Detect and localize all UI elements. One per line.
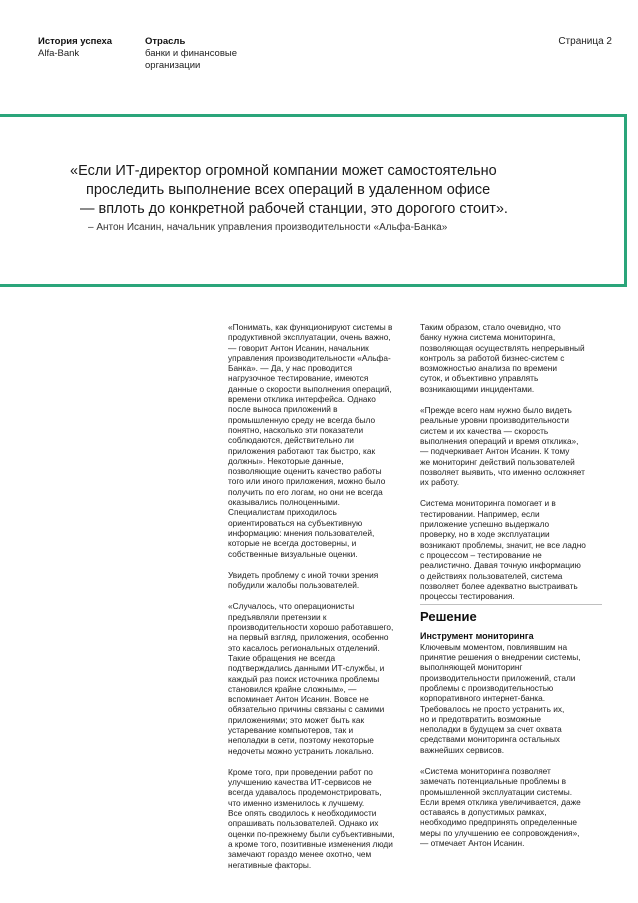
text-line: становился крайне сложным», — — [228, 683, 357, 694]
text-line: улучшению качества ИТ-сервисов не — [228, 777, 372, 788]
text-line: выполнения операций и время отклика», — [420, 435, 579, 446]
text-line: приложениями; это может быть как — [228, 714, 365, 725]
quote-line: «Если ИТ-директор огромной компании может самостоятельно — [70, 163, 497, 179]
text-line: что именно изменилось к лучшему. — [228, 797, 365, 808]
text-line: систем и их качества — скорость — [420, 425, 549, 436]
text-line: реалистично. Давая точную информацию — [420, 560, 581, 571]
industry-line: банки и финансовые — [145, 48, 237, 59]
text-line: Кроме того, при проведении работ по — [228, 766, 373, 777]
text-line: Банка». — Да, у нас проводится — [228, 363, 353, 374]
text-line: предъявляли претензии к — [228, 611, 327, 622]
text-line: Увидеть проблему с иной точки зрения — [228, 569, 379, 580]
text-line: соблюдаются, действительно ли — [228, 435, 354, 446]
text-line: замечают гораздо менее охотно, чем — [228, 849, 372, 860]
text-line: с процессом – тестирование не — [420, 549, 542, 560]
paragraph — [420, 322, 602, 394]
story-title: История успеха — [38, 36, 113, 47]
text-line: на первый взгляд, приложения, особенно — [228, 632, 389, 643]
text-line: каждый раз поиск источника проблемы — [228, 673, 380, 684]
text-line: позволяет выявить, что именно осложняет — [420, 466, 585, 477]
text-line: оказывались полноценными. — [228, 497, 340, 508]
text-line: замечать потенциальные проблемы в — [420, 776, 567, 787]
text-line: позволяет более адекватно выстраивать — [420, 580, 578, 591]
text-line: средствами мониторинга остальных — [420, 734, 560, 745]
text-line: «Прежде всего нам нужно было видеть — [420, 405, 572, 416]
text-line: всегда удавалось продемонстрировать, — [228, 787, 382, 798]
text-line: промышленной эксплуатации системы. — [420, 786, 573, 797]
text-line: неполадки в будущем за счет охвата — [420, 724, 562, 735]
text-line: негативные факторы. — [228, 859, 312, 870]
text-line: обязательно причины связаны с самими — [228, 704, 385, 715]
text-line: информацию: мнения пользователей, — [228, 527, 375, 538]
quote-line: — вплоть до конкретной рабочей станции, это дорогого стоит». — [80, 201, 508, 217]
text-line: приложения работают так быстро, как — [228, 445, 376, 456]
text-line: банку нужна система мониторинга, — [420, 332, 556, 343]
text-line: оценки по-прежнему были субъективными, — [228, 828, 395, 839]
text-line: реальные уровни производительности — [420, 415, 570, 426]
text-line: но и предотвратить возможные — [420, 713, 541, 724]
text-line: Требовалось не просто устранить их, — [420, 703, 565, 714]
text-line: «Понимать, как функционируют системы в — [228, 322, 393, 332]
text-line: — подчеркивает Антон Исанин. К тому — [420, 446, 570, 457]
text-line: побудили жалобы пользователей. — [228, 580, 360, 591]
quote-line: проследить выполнение всех операций в удаленном офисе — [86, 182, 491, 198]
text-line: того или иного приложения, можно было — [228, 476, 386, 487]
text-line: процессы тестирования. — [420, 591, 515, 602]
text-line: которые не всегда достоверны, и — [228, 538, 357, 549]
text-line: недочеты можно устранить локально. — [228, 745, 374, 756]
text-line: контроль за работой бизнес-систем с — [420, 352, 565, 363]
text-line: проблемы с производительностью — [420, 682, 554, 693]
text-line: Специалистам приходилось — [228, 507, 337, 518]
text-line: должны». Некоторые данные, — [228, 455, 344, 466]
text-line: Если время отклика увеличивается, даже — [420, 796, 581, 807]
quote-author: – Антон Исанин, начальник управления производительности «Альфа-Банка» — [88, 222, 448, 233]
text-line: производительности хорошо работавшего, — [228, 622, 394, 633]
paragraph — [228, 570, 410, 591]
text-line: Все опять сводилось к необходимости — [228, 808, 377, 819]
text-line: устаревание компьютеров, так и — [228, 724, 354, 735]
text-line: продуктивной эксплуатации, очень важно, — [228, 332, 391, 343]
pull-quote — [70, 162, 570, 219]
text-line: получить по его логам, но они не всегда — [228, 486, 383, 497]
text-line: управления производительности «Альфа- — [228, 352, 391, 363]
text-line: приложение успешно выдержало — [420, 519, 550, 530]
text-line: после выноса приложений в — [228, 404, 338, 415]
text-line: проверку, но в ходе эксплуатации — [420, 529, 550, 540]
paragraph — [228, 322, 410, 559]
section-subtitle: Инструмент мониторинга — [420, 630, 534, 641]
text-line: возникают проблемы, значит, не все ладно — [420, 539, 586, 550]
text-line: «Случалось, что операционисты — [228, 601, 355, 612]
paragraph — [228, 767, 410, 870]
text-line: — говорит Антон Исанин, начальник — [228, 342, 369, 353]
text-line: позволяющие оценить качество работы — [228, 466, 382, 477]
text-line: данные о скорости выполнения операций, — [228, 383, 392, 394]
text-line: опрашивать пользователей. Однако их — [228, 818, 379, 829]
text-line: времени отклика интерфейса. Однако — [228, 394, 376, 405]
text-line: возникающими инцидентами. — [420, 383, 535, 394]
paragraph — [420, 498, 602, 601]
left-column — [228, 322, 410, 881]
text-line: их работу. — [420, 477, 460, 488]
text-line: Такие обращения не всегда — [228, 652, 336, 663]
header-industry — [145, 36, 265, 72]
section-title: Решение — [420, 612, 602, 622]
paragraph — [420, 766, 602, 848]
paragraph — [420, 405, 602, 487]
text-line: Ключевым моментом, повлиявшим на — [420, 641, 568, 652]
paragraph — [420, 642, 602, 755]
text-line: производительности приложений, стали — [420, 672, 576, 683]
text-line: возможностью анализа по времени — [420, 363, 558, 374]
text-line: нагрузочное тестирование, имеются — [228, 373, 369, 384]
industry-line: организации — [145, 60, 201, 71]
text-line: а кроме того, позитивные изменения люди — [228, 838, 393, 849]
text-line: необходимо предпринять определенные — [420, 817, 578, 828]
text-line: важнейших сервисов. — [420, 744, 505, 755]
company-name: Alfa-Bank — [38, 48, 80, 59]
text-line: собственные визуальные оценки. — [228, 548, 358, 559]
right-column-solution — [420, 642, 602, 849]
text-line: неполадки в сети, поэтому некоторые — [228, 735, 374, 746]
text-line: ориентироваться на субъективную — [228, 517, 363, 528]
text-line: тестировании. Например, если — [420, 508, 540, 519]
text-line: корпоративного интернет-банка. — [420, 693, 546, 704]
text-line: позволяющая осуществлять непрерывный — [420, 342, 585, 353]
text-line: «Система мониторинга позволяет — [420, 765, 551, 776]
right-column — [420, 322, 602, 859]
text-line: же мониторинг действий пользователей — [420, 456, 575, 467]
paragraph — [228, 601, 410, 755]
text-line: о действиях пользователей, система — [420, 570, 563, 581]
text-line: выполняющей мониторинг — [420, 662, 523, 673]
text-line: — отмечает Антон Исанин. — [420, 838, 525, 849]
text-line: принятие решения о внедрении системы, — [420, 652, 581, 663]
text-line: это касалось региональных отделений. — [228, 642, 380, 653]
text-line: промышленную среду не всегда было — [228, 414, 376, 425]
text-line: оставаясь в допустимых рамках, — [420, 807, 547, 818]
text-line: меры по улучшению ее сопровождения», — [420, 827, 580, 838]
page-number: Страница 2 — [558, 36, 612, 47]
text-line: Таким образом, стало очевидно, что — [420, 322, 561, 332]
text-line: понятно, насколько эти показатели — [228, 424, 364, 435]
text-line: подтверждались данными ИТ-службы, и — [228, 663, 385, 674]
text-line: Система мониторинга помогает и в — [420, 498, 556, 509]
industry-title: Отрасль — [145, 36, 186, 47]
text-line: суток, и объективно управлять — [420, 373, 539, 384]
text-line: вспоминает Антон Исанин. Вовсе не — [228, 694, 369, 705]
right-column-intro — [420, 322, 602, 601]
header-story — [38, 36, 138, 60]
